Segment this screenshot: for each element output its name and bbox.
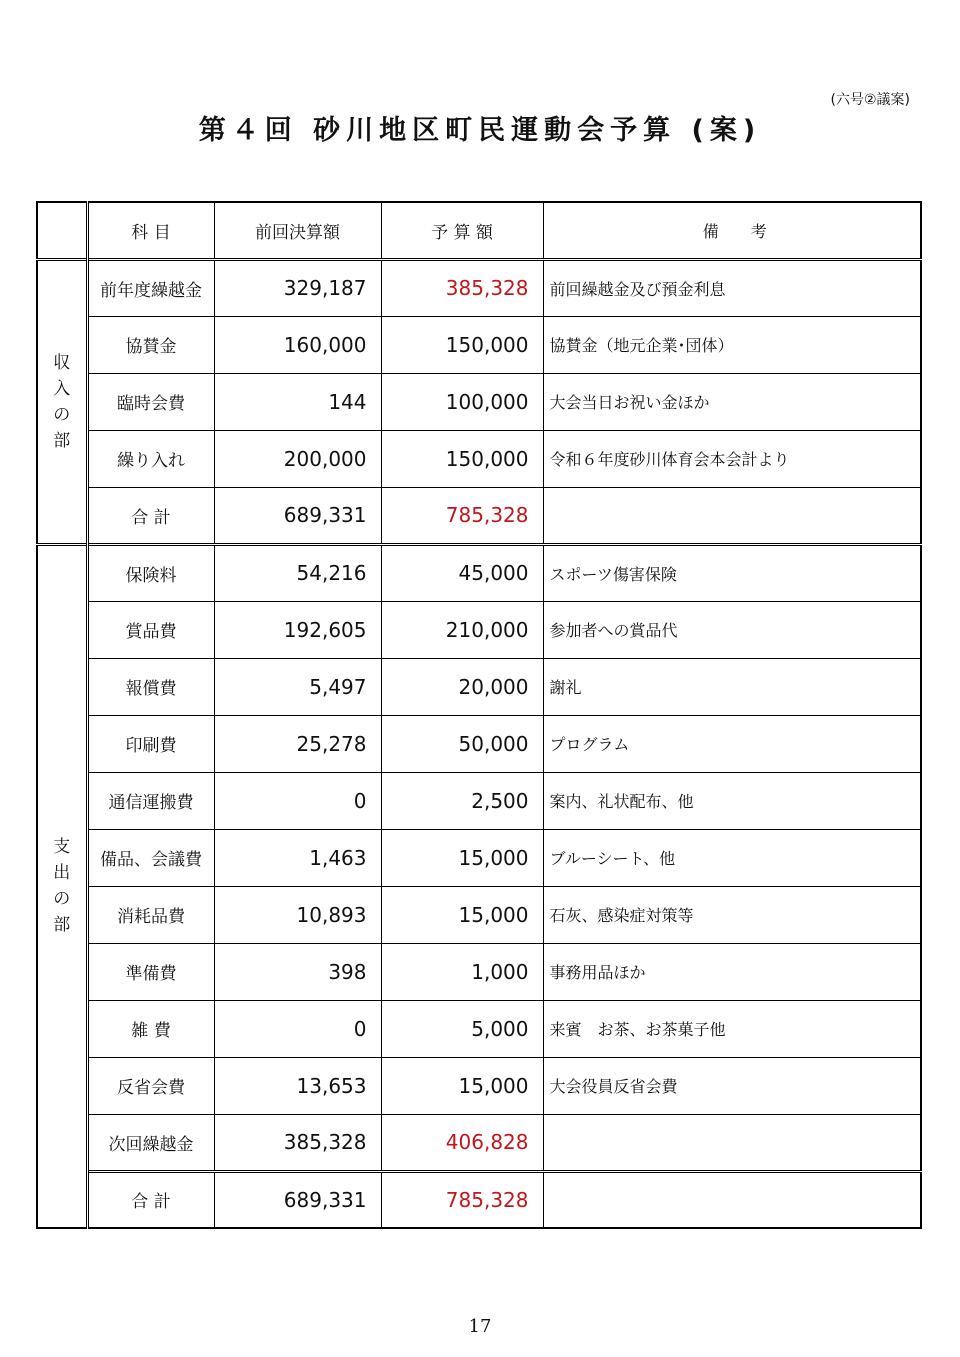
expense-item: 賞品費 [87,601,214,658]
expense-prev: 192,605 [214,601,381,658]
expense-row [37,544,921,601]
expense-item: 報償費 [87,658,214,715]
income-total-label: 合 計 [87,487,214,544]
expense-row [37,1057,921,1114]
income-total-note [543,487,921,544]
expense-note: 石灰、感染症対策等 [543,886,921,943]
expense-total-note [543,1171,921,1228]
page-title: 第４回 砂川地区町民運動会予算 (案) [198,115,762,146]
budget-table [36,201,922,1229]
header-prev-amount: 前回決算額 [214,202,381,259]
expense-prev: 25,278 [214,715,381,772]
income-row [37,430,921,487]
expense-budget: 210,000 [381,601,543,658]
income-note: 協賛金（地元企業･団体） [543,316,921,373]
expense-section-label: 支出の部 [37,544,87,1228]
expense-row [37,886,921,943]
expense-prev: 5,497 [214,658,381,715]
expense-budget: 406,828 [381,1114,543,1171]
expense-budget: 15,000 [381,1057,543,1114]
income-budget: 100,000 [381,373,543,430]
header-section-blank [37,202,87,259]
income-prev: 329,187 [214,259,381,316]
income-item: 臨時会費 [87,373,214,430]
expense-note: スポーツ傷害保険 [543,544,921,601]
expense-budget: 5,000 [381,1000,543,1057]
expense-note: 案内、礼状配布、他 [543,772,921,829]
expense-item: 反省会費 [87,1057,214,1114]
income-budget: 150,000 [381,316,543,373]
income-section-label: 収入の部 [37,259,87,544]
expense-item: 保険料 [87,544,214,601]
income-prev: 160,000 [214,316,381,373]
document-reference: (六号②議案) [830,92,910,108]
income-budget: 150,000 [381,430,543,487]
expense-budget: 15,000 [381,886,543,943]
expense-prev: 385,328 [214,1114,381,1171]
expense-note: 謝礼 [543,658,921,715]
income-total-prev: 689,331 [214,487,381,544]
expense-item: 雑 費 [87,1000,214,1057]
expense-total-label: 合 計 [87,1171,214,1228]
expense-budget: 1,000 [381,943,543,1000]
income-total-row [37,487,921,544]
expense-item: 準備費 [87,943,214,1000]
income-prev: 144 [214,373,381,430]
expense-note: プログラム [543,715,921,772]
income-budget: 385,328 [381,259,543,316]
header-note: 備 考 [543,202,921,259]
expense-prev: 54,216 [214,544,381,601]
expense-note: 大会役員反省会費 [543,1057,921,1114]
income-note: 前回繰越金及び預金利息 [543,259,921,316]
expense-prev: 0 [214,1000,381,1057]
expense-note: 来賓 お茶、お茶菓子他 [543,1000,921,1057]
expense-note: 事務用品ほか [543,943,921,1000]
expense-item: 次回繰越金 [87,1114,214,1171]
expense-total-prev: 689,331 [214,1171,381,1228]
expense-row [37,715,921,772]
income-note: 令和６年度砂川体育会本会計より [543,430,921,487]
income-row [37,373,921,430]
expense-prev: 13,653 [214,1057,381,1114]
expense-row [37,1000,921,1057]
income-total-budget: 785,328 [381,487,543,544]
expense-prev: 0 [214,772,381,829]
expense-item: 消耗品費 [87,886,214,943]
income-row [37,259,921,316]
expense-budget: 20,000 [381,658,543,715]
expense-note [543,1114,921,1171]
header-item: 科 目 [87,202,214,259]
expense-budget: 2,500 [381,772,543,829]
expense-row [37,829,921,886]
expense-budget: 50,000 [381,715,543,772]
expense-item: 備品、会議費 [87,829,214,886]
expense-budget: 45,000 [381,544,543,601]
expense-row [37,943,921,1000]
expense-row [37,601,921,658]
income-item: 前年度繰越金 [87,259,214,316]
expense-row [37,1114,921,1171]
income-item: 協賛金 [87,316,214,373]
income-row [37,316,921,373]
expense-item: 通信運搬費 [87,772,214,829]
expense-prev: 1,463 [214,829,381,886]
expense-item: 印刷費 [87,715,214,772]
expense-note: ブルーシート、他 [543,829,921,886]
expense-note: 参加者への賞品代 [543,601,921,658]
expense-total-budget: 785,328 [381,1171,543,1228]
table-header-row [37,202,921,259]
header-budget-amount: 予 算 額 [381,202,543,259]
income-item: 繰り入れ [87,430,214,487]
expense-prev: 10,893 [214,886,381,943]
expense-budget: 15,000 [381,829,543,886]
page-number: 17 [468,1316,492,1337]
expense-row [37,772,921,829]
expense-total-row [37,1171,921,1228]
expense-row [37,658,921,715]
expense-prev: 398 [214,943,381,1000]
income-prev: 200,000 [214,430,381,487]
income-note: 大会当日お祝い金ほか [543,373,921,430]
